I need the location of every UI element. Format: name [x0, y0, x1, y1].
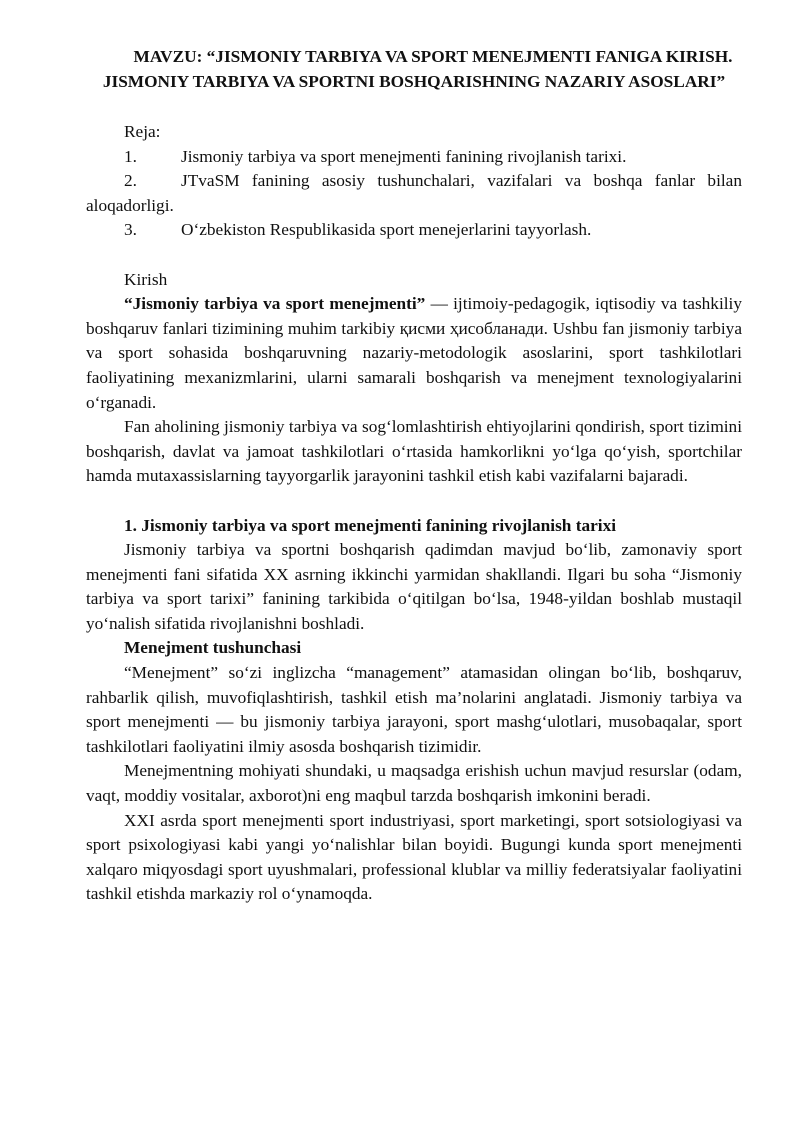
plan-item-text: JTvaSM fanining asosiy tushunchalari, vazifalari va boshqa fanlar bilan aloqadorligi. — [86, 171, 742, 215]
document-title: MAVZU: “JISMONIY TARBIYA VA SPORT MENEJMENTI FANIGA KIRISH. JISMONIY TARBIYA VA SPORTNI BOSHQARISHNING NAZARIY ASOSLARI” — [102, 47, 733, 91]
plan-item-2 — [86, 169, 742, 218]
plan-item-3 — [86, 218, 742, 243]
plan-label: Reja: — [124, 122, 161, 141]
spacer — [86, 489, 742, 514]
document-page — [86, 44, 742, 907]
plan-item-text: Jismoniy tarbiya va sport menejmenti fanining rivojlanish tarixi. — [181, 146, 627, 166]
plan-item-number: 3. — [124, 220, 137, 240]
spacer — [86, 243, 742, 268]
plan-item-number: 2. — [124, 171, 137, 191]
section-1-paragraph-2: “Menejment” so‘zi inglizcha “management” atamasidan olingan bo‘lib, boshqaruv, rahbarlik qilish, muvofiqlashtirish, tashkil etish ma’nolarini anglatadi. Jismoniy tarbiya va sport menejmenti — bu jismoniy tarbiya jarayoni, sport mashg‘ulotlari, musobaqalar, sport tashkilotlari faoliyatini ilmiy asosda boshqarish tizimidir. — [86, 663, 742, 756]
plan-item-number: 1. — [124, 146, 137, 166]
intro-bold-term: “Jismoniy tarbiya va sport menejmenti” — [124, 294, 426, 314]
plan-item-text: O‘zbekiston Respublikasida sport menejerlarini tayyorlash. — [181, 220, 592, 240]
intro-paragraph-1-text: — ijtimoiy-pedagogik, iqtisodiy va tashkiliy boshqaruv fanlari tizimining muhim tarkibiy қисми ҳисобланади. Ushbu fan jismoniy tarbiya va sport sohasida boshqaruvning nazariy-metodologik asoslarini, sport tashkilotlari faoliyatining mexanizmlarini, ularni samarali boshqarish va menejment texnologiyalarini o‘rganadi. — [86, 294, 742, 412]
section-1-subheading: Menejment tushunchasi — [124, 638, 302, 658]
intro-paragraph-1 — [86, 292, 742, 415]
section-1-heading: 1. Jismoniy tarbiya va sport menejmenti fanining rivojlanish tarixi — [124, 515, 617, 535]
section-1-paragraph-4: XXI asrda sport menejmenti sport industriyasi, sport marketingi, sport sotsiologiyasi va sport psixologiyasi kabi yangi yo‘nalishlar bilan boyidi. Bugungi kunda sport menejmenti xalqaro miqyosdagi sport uyushmalari, professional klublar va milliy federatsiyalar faoliyatini tashkil etishda markaziy rol o‘ynamoqda. — [86, 810, 742, 904]
section-1-paragraph-1: Jismoniy tarbiya va sportni boshqarish qadimdan mavjud bo‘lib, zamonaviy sport menejmenti fani sifatida XX asrning ikkinchi yarmidan shakllandi. Ilgari bu soha “Jismoniy tarbiya va sport tarixi” fanining tarkibida o‘qitilgan bo‘lsa, 1948-yildan boshlab mustaqil yo‘nalish sifatida rivojlanishni boshladi. — [86, 540, 742, 633]
intro-paragraph-2: Fan aholining jismoniy tarbiya va sog‘lomlashtirish ehtiyojlarini qondirish, sport tizimini boshqarish, davlat va jamoat tashkilotlari o‘rtasida hamkorlikni yo‘lga qo‘yish, sportchilar hamda mutaxassislarning tayyorgarlik jarayonini tashkil etish kabi vazifalarni bajaradi. — [86, 417, 742, 486]
intro-label: Kirish — [124, 269, 168, 289]
plan-item-1 — [86, 145, 742, 170]
section-1-paragraph-3: Menejmentning mohiyati shundaki, u maqsadga erishish uchun mavjud resurslar (odam, vaqt, moddiy vositalar, axborot)ni eng maqbul tarzda boshqarish imkonini beradi. — [86, 761, 742, 806]
